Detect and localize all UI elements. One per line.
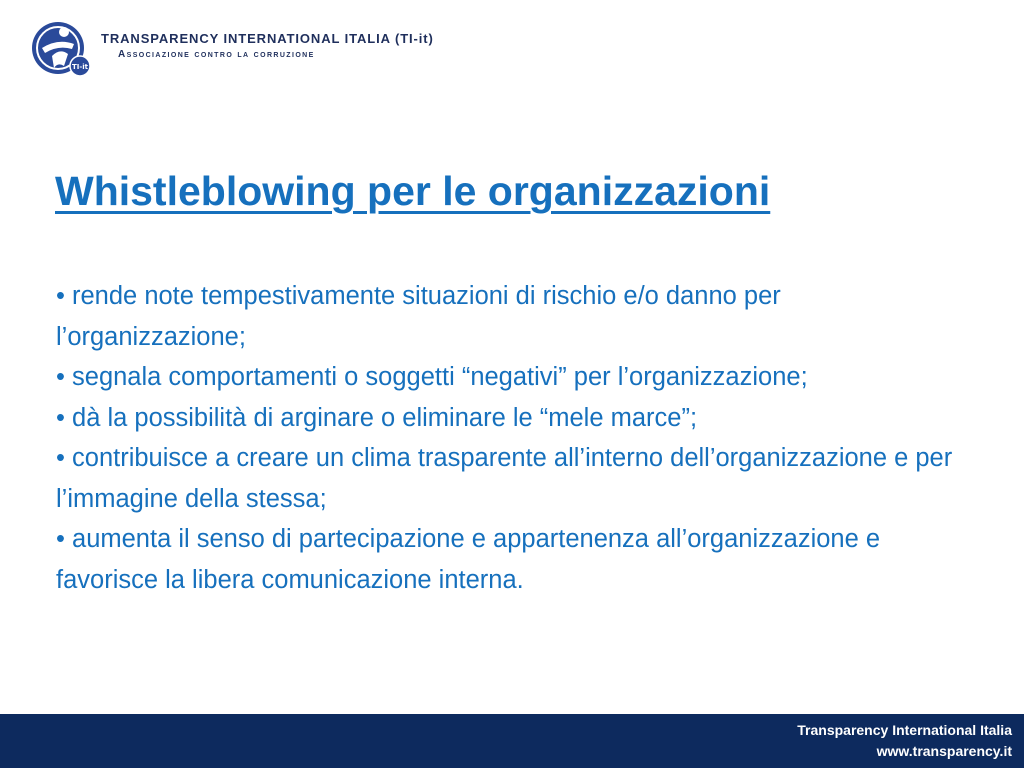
footer-text — [797, 720, 1012, 762]
header — [28, 18, 448, 82]
org-subtitle: Associazione contro la corruzione — [118, 49, 315, 60]
slide-title: Whistleblowing per le organizzazioni — [55, 168, 771, 214]
bullet-list — [56, 276, 956, 600]
footer-org: Transparency International Italia — [797, 722, 1012, 738]
logo-mark-text: TI-it — [71, 63, 89, 71]
bullet-item: • contribuisce a creare un clima trasparente all’interno dell’organizzazione e per l’immagine della stessa; — [56, 444, 953, 513]
org-name: TRANSPARENCY INTERNATIONAL ITALIA (TI-it) — [101, 31, 434, 46]
bullet-item: • segnala comportamenti o soggetti “negativi” per l’organizzazione; — [56, 363, 808, 391]
bullet-item: • aumenta il senso di partecipazione e appartenenza all’organizzazione e favorisce la libera comunicazione interna. — [56, 525, 881, 594]
bullet-item: • rende note tempestivamente situazioni di rischio e/o danno per l’organizzazione; — [56, 282, 781, 351]
ti-globe-logo-icon — [28, 18, 98, 82]
footer-url: www.transparency.it — [876, 743, 1012, 759]
bullet-item: • dà la possibilità di arginare o eliminare le “mele marce”; — [56, 403, 698, 432]
footer-bar — [0, 714, 1024, 768]
